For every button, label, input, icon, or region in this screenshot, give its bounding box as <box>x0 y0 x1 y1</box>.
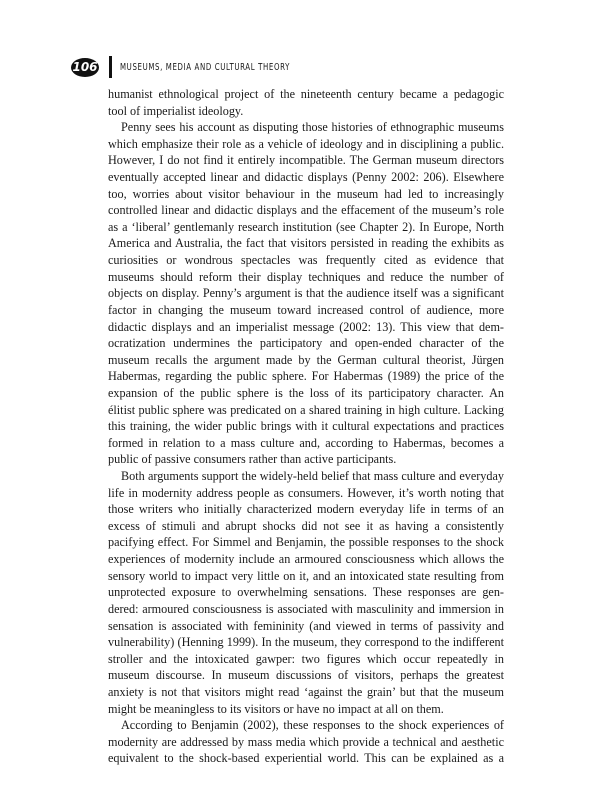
text-line: vulnerability) (Henning 1999). In the museum, they correspond to the indifferent <box>108 635 504 650</box>
text-line: factor in changing the museum toward increased control of audience, more <box>108 302 504 317</box>
text-line: élitist public sphere was predicated on a shared training in high culture. Lacking <box>108 402 504 417</box>
text-line: might be meaningless to its visitors or have no impact at all on them. <box>108 701 444 716</box>
text-line: tool of imperialist ideology. <box>108 103 244 118</box>
text-line: too, worries about visitor behaviour in the museum had led to increasingly <box>108 186 504 201</box>
text-line: experiences of modernity include an armoured consciousness which allows the <box>108 552 504 567</box>
text-line: excess of stimuli and abrupt shocks did not see it as having a consistently <box>108 518 504 533</box>
text-line: anxiety is not that visitors might read ‘against the grain’ but that the museum <box>108 684 504 699</box>
text-line: Penny sees his account as disputing those histories of ethnographic museums <box>121 120 504 135</box>
text-line: sensation is associated with femininity (and viewed in terms of passivity and <box>108 618 504 633</box>
text-line: humanist ethnological project of the nineteenth century became a pedagogic <box>108 87 504 101</box>
text-line: those writers who initially characterized modern everyday life in terms of an <box>108 502 504 517</box>
text-line: public of passive consumers rather than active participants. <box>108 452 397 467</box>
text-line: expansion of the public sphere is the loss of its participatory character. An <box>108 385 504 400</box>
text-line: ocratization undermines the participatory and open-ended character of the <box>108 336 504 351</box>
text-line: However, I do not find it entirely incompatible. The German museum directors <box>108 153 504 168</box>
text-line: America and Australia, the fact that visitors persisted in reading the exhibits as <box>108 236 504 251</box>
text-line: as a ‘liberal’ gentlemanly research institution (see Chapter 2). In Europe, North <box>108 219 504 234</box>
text-line: formed in relation to a mass culture and, according to Habermas, becomes a <box>108 435 504 450</box>
header-divider <box>109 56 112 78</box>
text-line: objects on display. Penny’s argument is that the audience itself was a significant <box>108 286 504 301</box>
text-line: museum recalls the argument made by the German cultural theorist, Jürgen <box>108 352 504 367</box>
text-line: curiosities or wondrous spectacles was frequently cited as evidence that <box>108 253 504 268</box>
text-line: museums should reform their display techniques and reduce the number of <box>108 269 504 284</box>
text-line: sensory world to impact very little on it, and an intoxicated state resulting from <box>108 568 504 583</box>
running-head <box>71 56 338 78</box>
body-text <box>108 86 504 767</box>
text-line: which emphasize their role as a vehicle of ideology and in disciplining a public. <box>108 136 504 151</box>
running-title: MUSEUMS, MEDIA AND CULTURAL THEORY <box>120 61 291 73</box>
text-line: stroller and the intoxicated gawper: two figures which occur repeatedly in <box>108 651 504 666</box>
text-line: Habermas, regarding the public sphere. For Habermas (1989) the price of the <box>108 369 504 384</box>
text-line: equivalent to the shock-based experiential world. This can be explained as a <box>108 751 504 766</box>
text-line: museum discourse. In museum discussions of visitors, perhaps the greatest <box>108 668 504 683</box>
text-line: controlled linear and didactic displays and the effacement of the museum’s role <box>108 203 504 218</box>
text-line: didactic displays and an imperialist message (2002: 13). This view that dem- <box>108 319 504 334</box>
text-line: this training, the wider public brings with it cultural expectations and practices <box>108 419 504 434</box>
text-line: dered: armoured consciousness is associated with masculinity and immersion in <box>108 601 504 616</box>
text-line: life in modernity address people as consumers. However, it’s worth noting that <box>108 485 504 500</box>
text-line: eventually accepted linear and didactic displays (Penny 2002: 206). Elsewhere <box>108 170 504 185</box>
page-number-badge: 106 <box>71 58 99 77</box>
text-line: pacifying effect. For Simmel and Benjamin, the possible responses to the shock <box>108 535 504 550</box>
text-line: Both arguments support the widely-held belief that mass culture and everyday <box>121 469 504 484</box>
text-line: modernity are addressed by mass media which provide a technical and aesthetic <box>108 734 504 749</box>
text-line: unprotected exposure to overwhelming sensations. These responses are gen- <box>108 585 504 600</box>
text-line: According to Benjamin (2002), these responses to the shock experiences of <box>121 718 504 733</box>
